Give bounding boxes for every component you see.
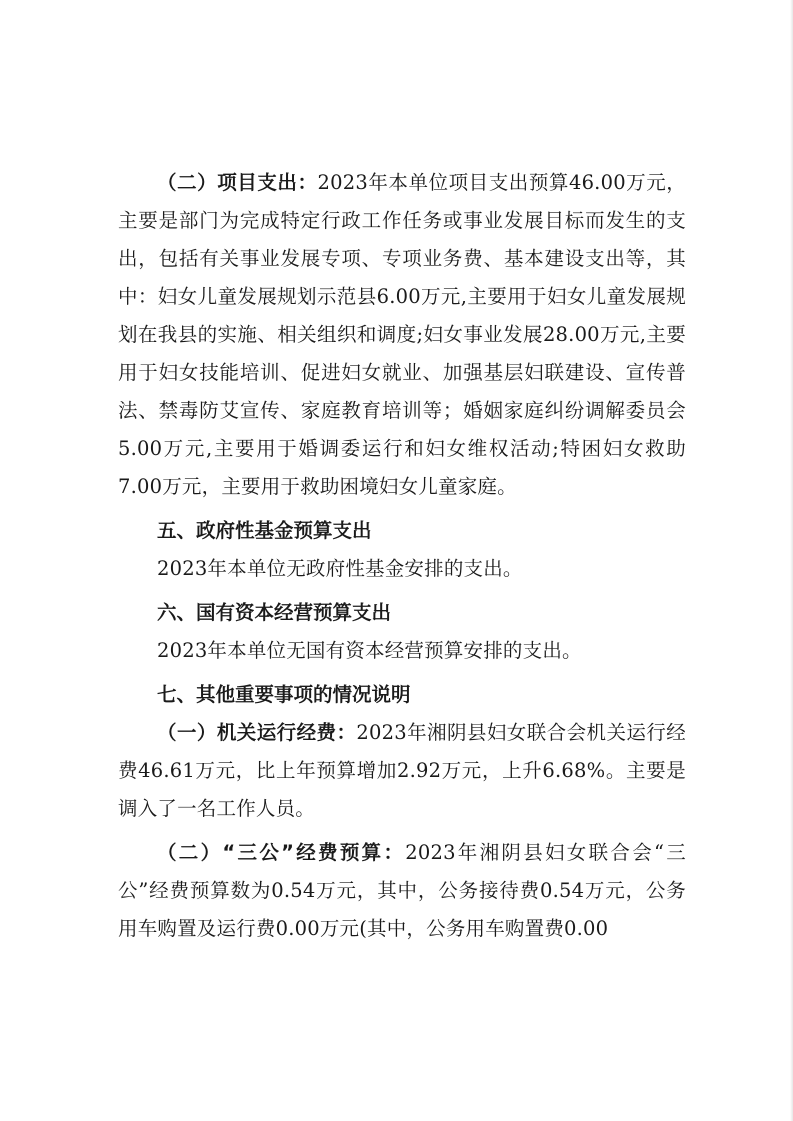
project-expense-text: 2023年本单位项目支出预算46.00万元，主要是部门为完成特定行政工作任务或事业发展目标而发生的支出，包括有关事业发展专项、专项业务费、基本建设支出等，其中：妇女儿童发展规划示范县6.00万元,主要用于妇女儿童发展规划在我县的实施、相关组织和调度;妇女事业发展28.00万元,主要用于妇女技能培训、促进妇女就业、加强基层妇联建设、宣传普法、禁毒防艾宣传、家庭教育培训等；婚姻家庭纠纷调解委员会5.00万元,主要用于婚调委运行和妇女维权活动;特困妇女救助7.00万元，主要用于救助困境妇女儿童家庭。 [118,171,686,498]
project-expense-label: （二）项目支出： [157,171,318,194]
operating-expense-text: 2023年湘阴县妇女联合会机关运行经费46.61万元，比上年预算增加2.92万元，上升6.68%。主要是调入了一名工作人员。 [118,721,686,820]
other-matters-heading: 七、其他重要事项的情况说明 [157,683,411,706]
three-public-paragraph [118,834,686,948]
project-expense-paragraph [118,164,686,506]
three-public-label: （二）“三公”经费预算： [157,841,406,864]
gov-fund-text: 2023年本单位无政府性基金安排的支出。 [157,557,523,580]
document-body [118,164,686,948]
gov-fund-heading: 五、政府性基金预算支出 [157,519,372,542]
state-capital-heading: 六、国有资本经营预算支出 [157,601,392,624]
operating-expense-label: （一）机关运行经费： [157,721,357,744]
state-capital-text: 2023年本单位无国有资本经营预算安排的支出。 [157,639,582,662]
operating-expense-paragraph [118,714,686,828]
three-public-text: 2023年湘阴县妇女联合会“三公”经费预算数为0.54万元，其中，公务接待费0.54万元，公务用车购置及运行费0.00万元(其中，公务用车购置费0.00 [118,841,686,940]
